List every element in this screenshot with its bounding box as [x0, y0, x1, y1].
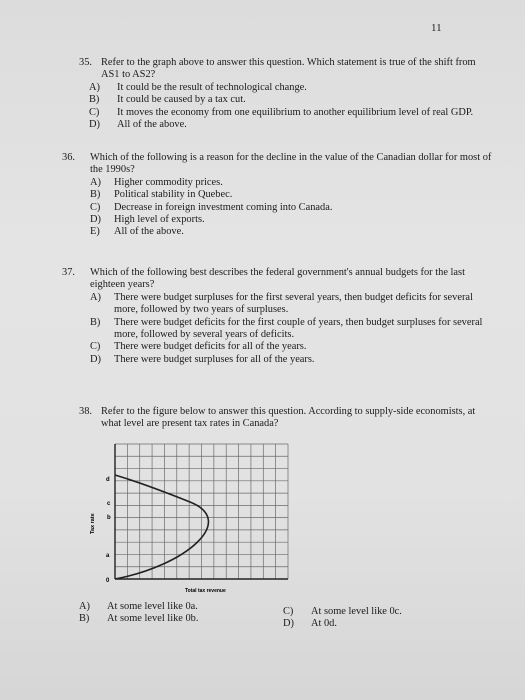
option-letter: A) [90, 176, 101, 188]
option-c [90, 341, 492, 353]
y-axis-label: Tax rate [90, 513, 96, 534]
option-letter: D) [283, 618, 294, 630]
option-letter: C) [283, 606, 294, 617]
option-d [90, 354, 492, 366]
option-a [89, 82, 479, 94]
figure-grid [115, 444, 288, 579]
option-letter: B) [90, 316, 101, 328]
point-label-c: c [107, 501, 111, 507]
option-text: At 0d. [311, 618, 337, 630]
laffer-curve-figure [80, 436, 300, 596]
question-37 [62, 267, 492, 366]
option-text: At some level like 0a. [107, 601, 198, 612]
option-b [90, 189, 492, 201]
option-text: There were budget deficits for the first couple of years, then budget surpluses for several more, followed by several years of deficits. [114, 316, 483, 341]
option-c [89, 107, 479, 119]
option-d [89, 119, 479, 131]
option-a [90, 292, 492, 317]
page-number: 11 [431, 22, 442, 34]
point-label-a: a [106, 553, 110, 559]
question-38 [79, 406, 489, 431]
option-letter: C) [89, 106, 100, 118]
question-number: 38. [79, 406, 92, 417]
option-d [90, 214, 492, 226]
option-d [283, 618, 402, 630]
option-e [90, 226, 492, 238]
question-text: Refer to the figure below to answer this question. According to supply-side economists, at what level are present tax rates in Canada? [101, 406, 476, 430]
option-text: Political stability in Quebec. [114, 189, 233, 201]
question-35 [79, 57, 479, 131]
option-letter: C) [90, 341, 101, 353]
option-text: There were budget deficits for all of the years. [114, 341, 307, 353]
answer-choices-right [283, 606, 402, 631]
option-letter: A) [79, 601, 90, 612]
option-text: There were budget surpluses for all of the years. [114, 353, 315, 365]
answer-choices-left [79, 601, 198, 626]
option-b [90, 317, 492, 342]
option-c [90, 202, 492, 214]
option-text: High level of exports. [114, 214, 205, 226]
question-text: Which of the following is a reason for the decline in the value of the Canadian dollar for most of the 1990s? [90, 152, 492, 176]
option-a [79, 601, 198, 613]
laffer-curve [115, 475, 208, 579]
option-text: Higher commodity prices. [114, 176, 223, 188]
option-letter: B) [79, 613, 90, 625]
option-text: At some level like 0b. [107, 613, 199, 625]
option-text: There were budget surpluses for the first several years, then budget deficits for several more, followed by two years of surpluses. [114, 291, 473, 316]
option-letter: C) [90, 201, 101, 213]
point-label-b: b [107, 515, 111, 521]
question-text: Refer to the graph above to answer this question. Which statement is true of the shift from AS1 to AS2? [101, 57, 476, 81]
option-text: All of the above. [117, 119, 187, 131]
question-text: Which of the following best describes the federal government's annual budgets for the last eighteen years? [90, 267, 465, 291]
question-number: 35. [79, 57, 92, 68]
option-text: It moves the economy from one equilibrium to another equilibrium level of real GDP. [117, 106, 474, 118]
option-letter: A) [89, 81, 100, 93]
question-36 [62, 152, 492, 239]
x-axis-label: Total tax revenue [185, 588, 226, 594]
option-text: All of the above. [114, 226, 184, 238]
point-label-d: d [106, 477, 110, 483]
option-letter: D) [90, 353, 101, 365]
option-text: It could be caused by a tax cut. [117, 94, 246, 106]
option-letter: B) [90, 189, 101, 201]
option-letter: E) [90, 226, 100, 238]
option-letter: B) [89, 94, 100, 106]
option-c [283, 606, 402, 618]
option-letter: A) [90, 291, 101, 303]
option-letter: D) [89, 119, 100, 131]
option-text: Decrease in foreign investment coming into Canada. [114, 201, 333, 213]
option-b [89, 94, 479, 106]
question-number: 36. [62, 152, 75, 163]
option-a [90, 177, 492, 189]
option-text: It could be the result of technological change. [117, 81, 307, 93]
option-text: At some level like 0c. [311, 606, 402, 617]
option-b [79, 613, 198, 625]
option-letter: D) [90, 214, 101, 226]
point-label-origin: 0 [106, 578, 110, 584]
question-number: 37. [62, 267, 75, 278]
